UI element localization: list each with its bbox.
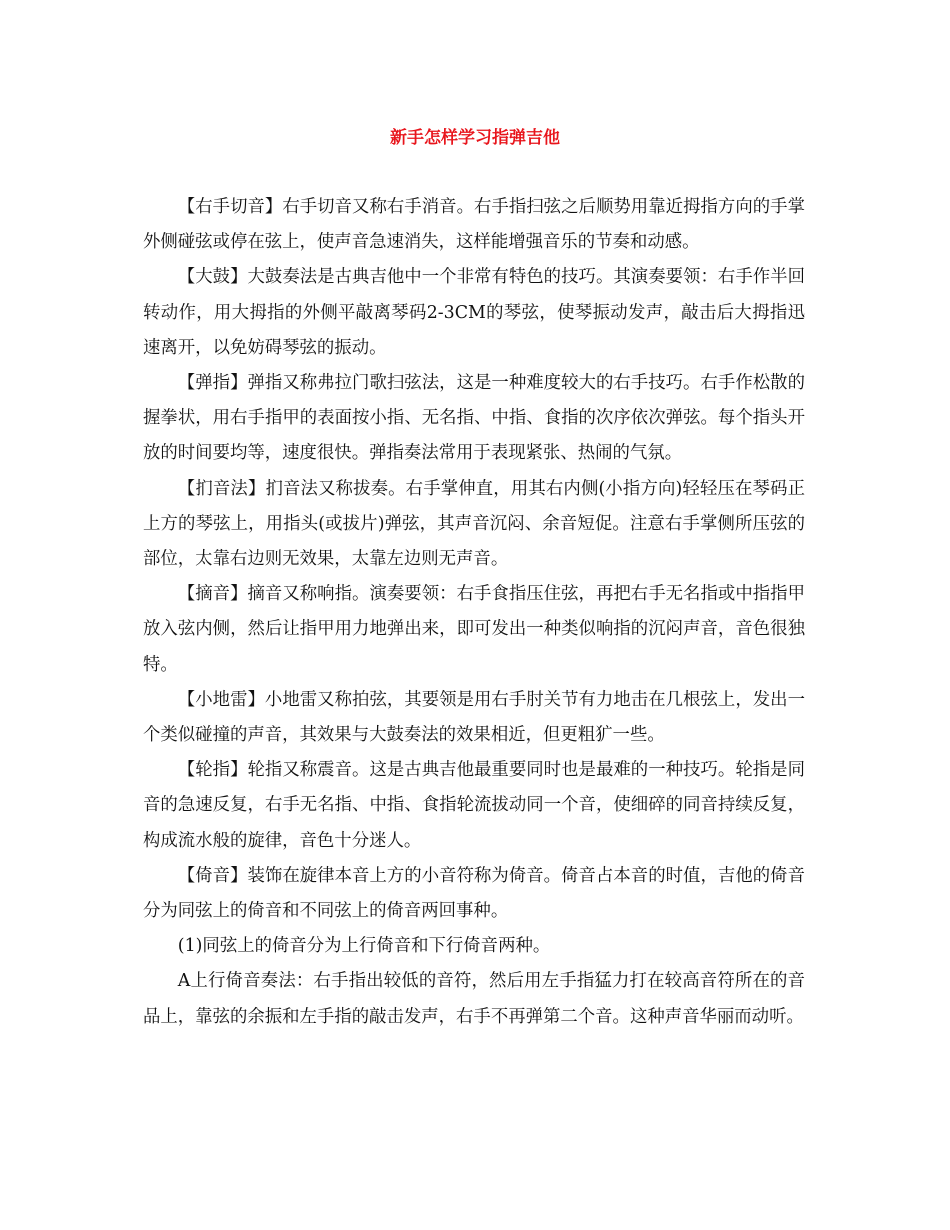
paragraph-snap: 【摘音】摘音又称响指。演奏要领：右手食指压住弦，再把右手无名指或中指指甲放入弦内侧，然后让指甲用力地弹出来，即可发出一种类似响指的沉闷声音，音色很独特。 — [143, 584, 805, 675]
paragraph-right-hand-mute: 【右手切音】右手切音又称右手消音。右手指扫弦之后顺势用靠近拇指方向的手掌外侧碰弦或停在弦上，使声音急速消失，这样能增强音乐的节奏和动感。 — [143, 197, 805, 253]
paragraph-tremolo: 【轮指】轮指又称震音。这是古典吉他最重要同时也是最难的一种技巧。轮指是同音的急速反复，右手无名指、中指、食指轮流拔动同一个音，使细碎的同音持续反复，构成流水般的旋律，音色十分迷人。 — [143, 760, 805, 851]
paragraph-big-drum: 【大鼓】大鼓奏法是古典吉他中一个非常有特色的技巧。其演奏要领：右手作半回转动作，用大拇指的外侧平敲离琴码2-3CM的琴弦，使琴振动发声，敲击后大拇指迅速离开，以免妨碍琴弦的振动。 — [143, 267, 805, 358]
page-title: 新手怎样学习指弹吉他 — [390, 128, 560, 148]
paragraph-palm-mute: 【扪音法】扪音法又称拔奏。右手掌伸直，用其右内侧(小指方向)轻轻压在琴码正上方的琴弦上，用指头(或拔片)弹弦，其声音沉闷、余音短促。注意右手掌侧所压弦的部位，太靠右边则无效果，太靠左边则无声音。 — [143, 478, 805, 570]
paragraph-slap: 【小地雷】小地雷又称拍弦，其要领是用右手肘关节有力地击在几根弦上，发出一个类似碰撞的声音，其效果与大鼓奏法的效果相近，但更粗犷一些。 — [143, 689, 805, 746]
paragraph-ascending-grace: A上行倚音奏法：右手指出较低的音符，然后用左手指猛力打在较高音符所在的音品上，靠弦的余振和左手指的敲击发声，右手不再弹第二个音。这种声音华丽而动听。 — [143, 971, 805, 1027]
paragraph-grace-note: 【倚音】装饰在旋律本音上方的小音符称为倚音。倚音占本音的时值，吉他的倚音分为同弦上的倚音和不同弦上的倚音两回事种。 — [143, 865, 805, 922]
paragraph-same-string-grace: (1)同弦上的倚音分为上行倚音和下行倚音两种。 — [177, 936, 551, 957]
document-body — [143, 190, 805, 1035]
paragraph-rasgueado: 【弹指】弹指又称弗拉门歌扫弦法，这是一种难度较大的右手技巧。右手作松散的握拳状，用右手指甲的表面按小指、无名指、中指、食指的次序依次弹弦。每个指头开放的时间要均等，速度很快。弹指奏法常用于表现紧张、热闹的气氛。 — [143, 373, 805, 464]
